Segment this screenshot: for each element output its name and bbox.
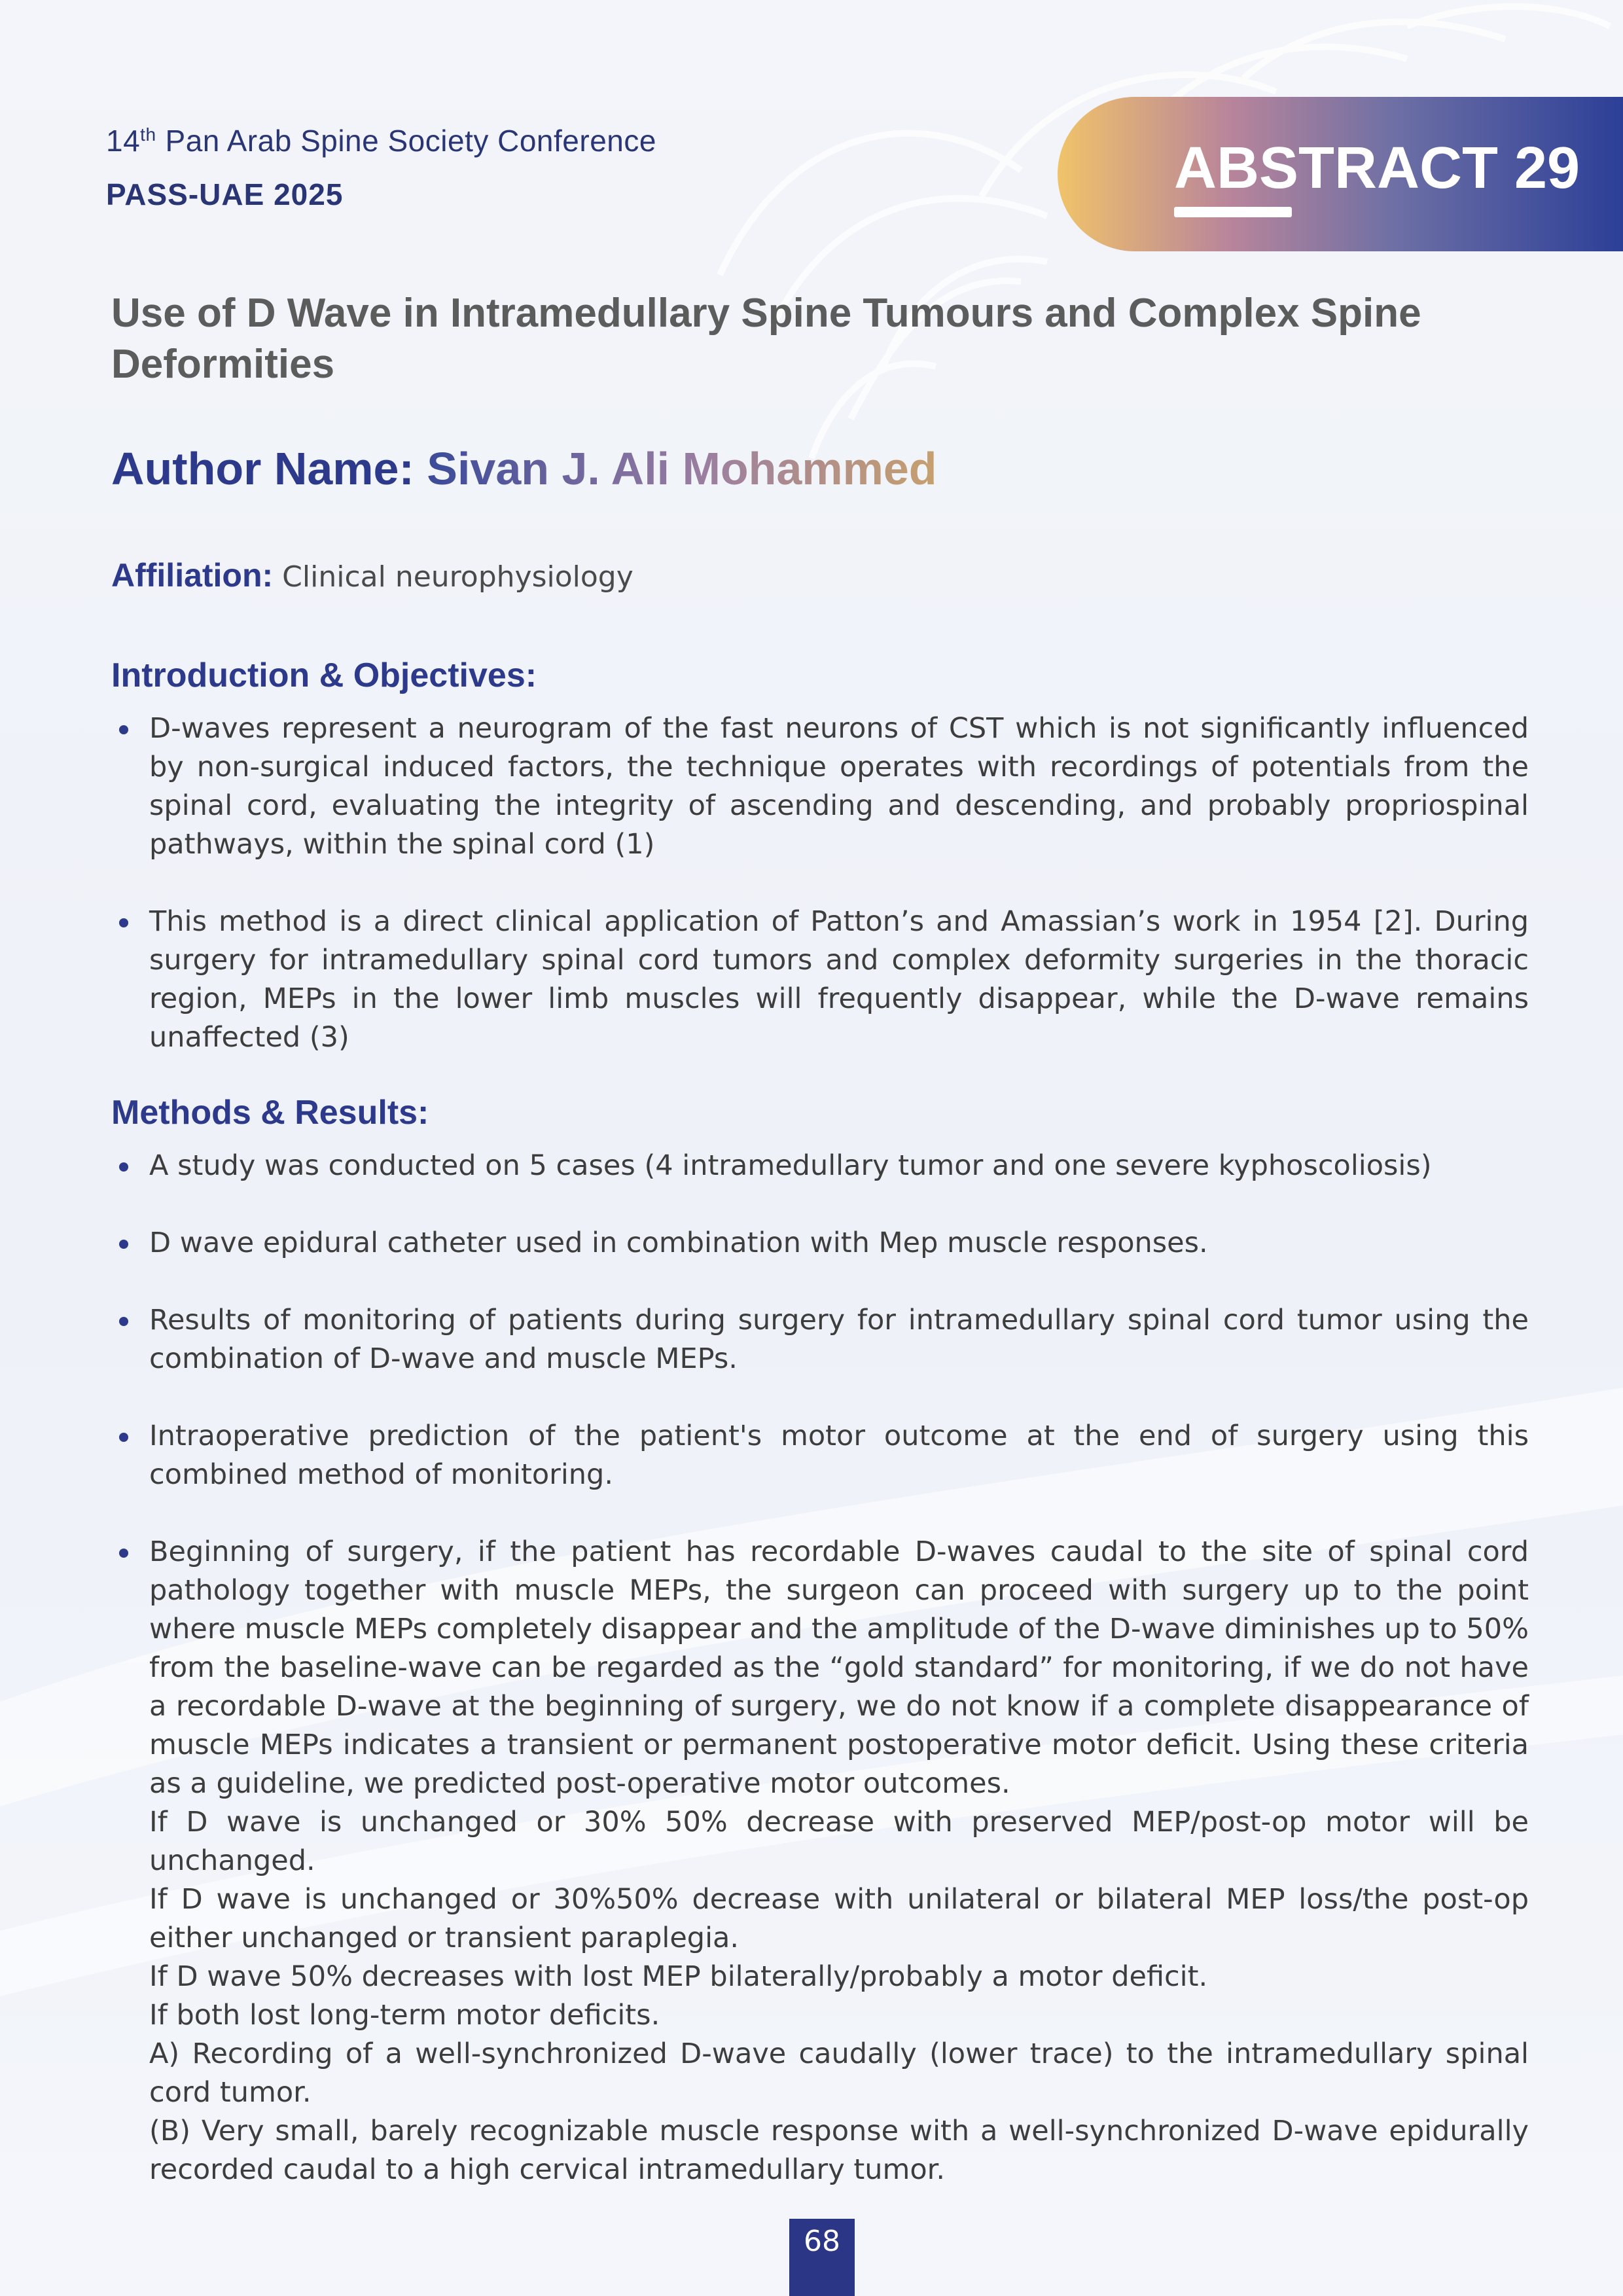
bullet-icon xyxy=(119,1549,128,1558)
bullet-icon xyxy=(119,1240,128,1249)
list-item xyxy=(111,709,1529,864)
conference-name xyxy=(106,123,656,158)
bullet-icon xyxy=(119,725,128,734)
list-item xyxy=(111,1147,1529,1185)
bullet-text: D wave epidural catheter used in combination with Mep muscle responses. xyxy=(149,1227,1208,1259)
conference-title: Pan Arab Spine Society Conference xyxy=(165,124,656,158)
author-name: Sivan J. Ali Mohammed xyxy=(427,443,937,494)
introduction-heading: Introduction & Objectives: xyxy=(111,656,537,694)
conference-ordinal: th xyxy=(140,124,156,145)
bullet-paragraph: If D wave is unchanged or 30% 50% decrease with preserved MEP/post-op motor will be unchanged. xyxy=(149,1806,1529,1877)
list-item xyxy=(111,1533,1529,2189)
bullet-paragraph: A) Recording of a well-synchronized D-wave caudally (lower trace) to the intramedullary spinal cord tumor. xyxy=(149,2037,1529,2109)
bullet-icon xyxy=(119,1317,128,1326)
affiliation-value: Clinical neurophysiology xyxy=(282,560,633,594)
abstract-label: ABSTRACT 29 xyxy=(1174,135,1580,201)
author-label: Author Name: xyxy=(111,443,414,494)
list-item xyxy=(111,1224,1529,1263)
bullet-icon xyxy=(119,1433,128,1442)
bullet-paragraph: If D wave is unchanged or 30%50% decrease with unilateral or bilateral MEP loss/the post-op either unchanged or transient paraplegia. xyxy=(149,1883,1529,1954)
bullet-icon xyxy=(119,1162,128,1172)
bullet-paragraph: If D wave 50% decreases with lost MEP bilaterally/probably a motor deficit. xyxy=(149,1960,1208,1993)
bullet-text: This method is a direct clinical application of Patton’s and Amassian’s work in 1954 [2]. During surgery for intramedullary spinal cord tumors and complex deformity surgeries in the thoracic region, MEPs in the lower limb muscles will frequently disappear, while the D-wave remains unaffected (3) xyxy=(149,905,1529,1054)
abstract-underline xyxy=(1174,207,1292,217)
methods-list xyxy=(111,1147,1529,2189)
bullet-text: A study was conducted on 5 cases (4 intramedullary tumor and one severe kyphoscoliosis) xyxy=(149,1149,1432,1182)
abstract-badge xyxy=(1058,97,1623,251)
page-number: 68 xyxy=(789,2219,855,2296)
bullet-paragraph: (B) Very small, barely recognizable muscle response with a well-synchronized D-wave epidurally recorded caudal to a high cervical intramedullary tumor. xyxy=(149,2115,1529,2186)
page-title: Use of D Wave in Intramedullary Spine Tumours and Complex Spine Deformities xyxy=(111,291,1421,387)
conference-number: 14 xyxy=(106,124,141,158)
methods-heading: Methods & Results: xyxy=(111,1094,429,1132)
bullet-paragraph: Beginning of surgery, if the patient has recordable D-waves caudal to the site of spinal cord pathology together with muscle MEPs, the surgeon can proceed with surgery up to the point where muscle MEPs completely disappear and the amplitude of the D-wave diminishes up to 50% from the baseline-wave can be regarded as the “gold standard” for monitoring, if we do not have a recordable D-wave at the beginning of surgery, we do not know if a complete disappearance of muscle MEPs indicates a transient or permanent postoperative motor deficit. Using these criteria as a guideline, we predicted post-operative motor outcomes. xyxy=(149,1535,1529,1800)
list-item xyxy=(111,1417,1529,1494)
author-line xyxy=(111,442,937,495)
list-item xyxy=(111,903,1529,1057)
affiliation-line xyxy=(111,556,633,594)
bullet-paragraph: If both lost long-term motor deficits. xyxy=(149,1999,660,2032)
bullet-text: Results of monitoring of patients during surgery for intramedullary spinal cord tumor using the combination of D-wave and muscle MEPs. xyxy=(149,1304,1529,1375)
bullet-text: Intraoperative prediction of the patient's motor outcome at the end of surgery using this combined method of monitoring. xyxy=(149,1420,1529,1491)
introduction-list xyxy=(111,709,1529,1057)
event-name: PASS-UAE 2025 xyxy=(106,177,344,211)
list-item xyxy=(111,1301,1529,1378)
affiliation-label: Affiliation: xyxy=(111,557,274,594)
bullet-text: D-waves represent a neurogram of the fast neurons of CST which is not significantly influenced by non-surgical induced factors, the technique operates with recordings of potentials from the spinal cord, evaluating the integrity of ascending and descending, and probably propriospinal pathways, within the spinal cord (1) xyxy=(149,712,1529,861)
bullet-icon xyxy=(119,918,128,927)
